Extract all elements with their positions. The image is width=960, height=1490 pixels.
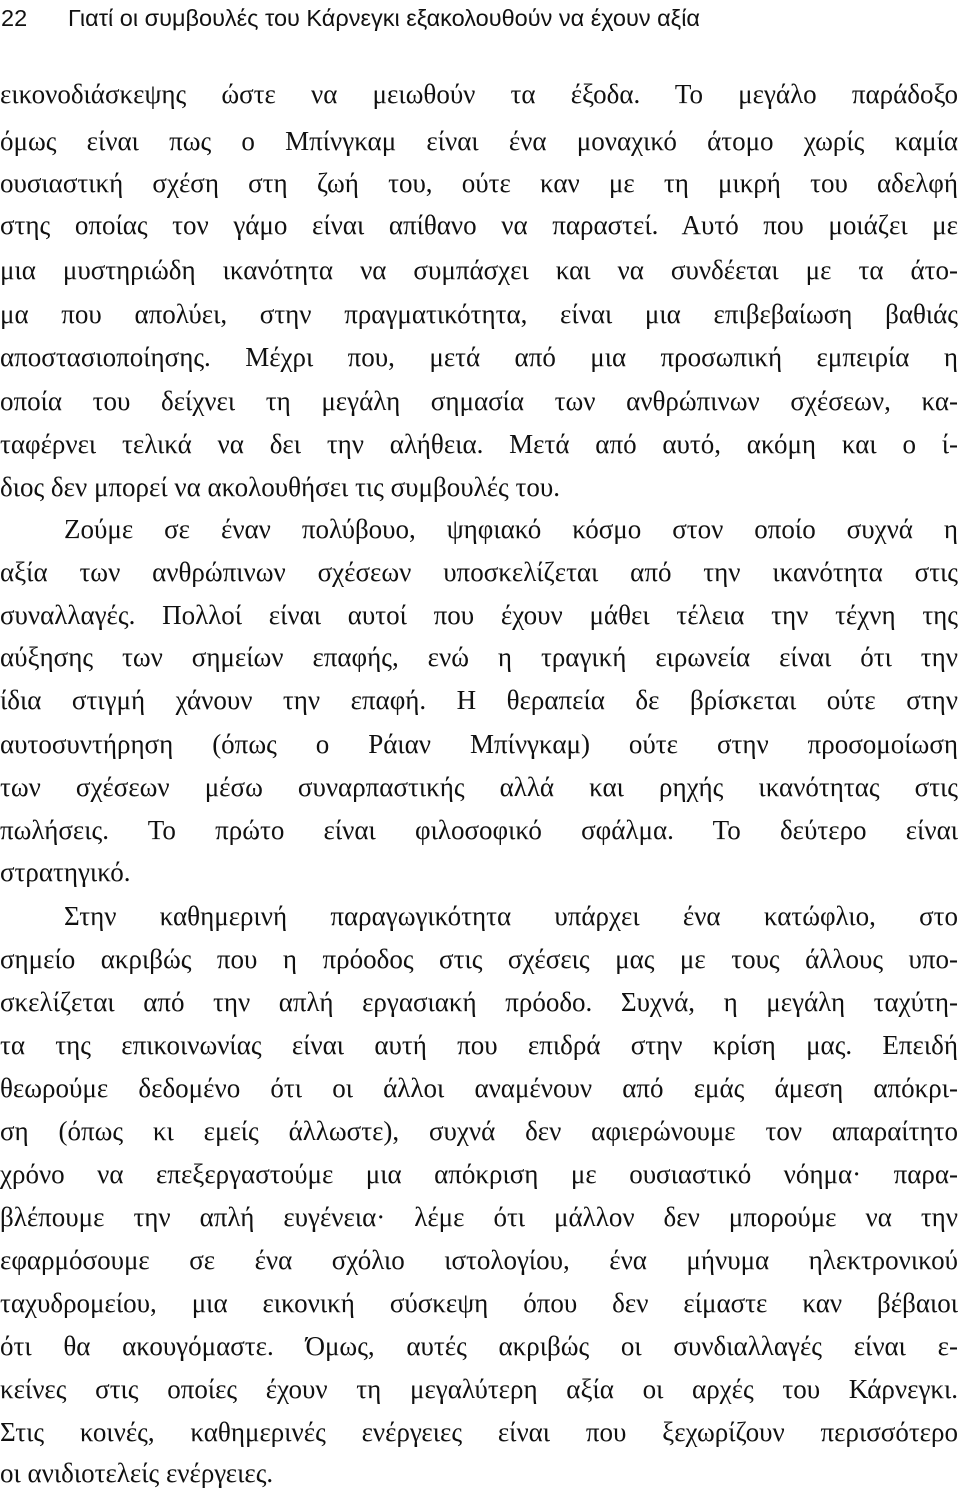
text-line: οι ανιδιοτελείς ενέργειες. [0,1458,274,1488]
text-line: κείνες στις οποίες έχουν τη μεγαλύτερη αξία οι αρχές του Κάρνεγκι. [0,1374,958,1404]
text-line: Στις κοινές, καθημερινές ενέργειες είναι που ξεχωρίζουν περισσότερο [0,1417,958,1447]
text-line: αυτοσυντήρηση (όπως ο Ράιαν Μπίνγκαμ) ούτε στην προσομοίωση [0,729,958,759]
running-title: Γιατί οι συμβουλές του Κάρνεγκι εξακολουθούν να έχουν αξία [68,5,701,31]
text-line: ότι θα ακουγόμαστε. Όμως, αυτές ακριβώς οι συνδιαλλαγές είναι ε- [0,1331,958,1361]
text-line: εφαρμόσουμε σε ένα σχόλιο ιστολογίου, ένα μήνυμα ηλεκτρονικού [0,1245,958,1275]
text-line: τα της επικοινωνίας είναι αυτή που επιδρά στην κρίση μας. Επειδή [0,1030,958,1060]
text-line: ταφέρνει τελικά να δει την αλήθεια. Μετά από αυτό, ακόμη και ο ί- [0,429,958,459]
text-line: οποία του δείχνει τη μεγάλη σημασία των ανθρώπινων σχέσεων, κα- [0,386,958,416]
text-line: ση (όπως κι εμείς άλλωστε), συχνά δεν αφιερώνουμε τον απαραίτητο [0,1116,958,1146]
text-line: στρατηγικό. [0,857,131,887]
text-line: ίδια στιγμή χάνουν την επαφή. Η θεραπεία δε βρίσκεται ούτε στην [0,685,958,715]
text-line: ταχυδρομείου, μια εικονική σύσκεψη όπου δεν είμαστε καν βέβαιοι [0,1288,958,1318]
text-line: βλέπουμε την απλή ευγένεια· λέμε ότι μάλλον δεν μπορούμε να την [0,1202,958,1232]
text-line: σημείο ακριβώς που η πρόοδος στις σχέσεις μας με τους άλλους υπο- [0,944,958,974]
text-line: χρόνο να επεξεργαστούμε μια απόκριση με ουσιαστικό νόημα· παρα- [0,1159,958,1189]
text-line: σκελίζεται από την απλή εργασιακή πρόοδο. Συχνά, η μεγάλη ταχύτη- [0,987,958,1017]
text-line: στης οποίας τον γάμο είναι απίθανο να παραστεί. Αυτό που μοιάζει με [0,210,958,240]
page-header [0,0,960,40]
text-line: μα που απολύει, στην πραγματικότητα, είναι μια επιβεβαίωση βαθιάς [0,299,958,329]
text-line: πωλήσεις. Το πρώτο είναι φιλοσοφικό σφάλμα. Το δεύτερο είναι [0,815,958,845]
page-number: 22 [1,5,28,31]
text-line: των σχέσεων μέσω συναρπαστικής αλλά και ρηχής ικανότητας στις [0,772,958,802]
text-line: αποστασιοποίησης. Μέχρι που, μετά από μια προσωπική εμπειρία η [0,342,958,372]
text-line: εικονοδιάσκεψης ώστε να μειωθούν τα έξοδα. Το μεγάλο παράδοξο [0,79,958,109]
text-line: θεωρούμε δεδομένο ότι οι άλλοι αναμένουν από εμάς άμεση απόκρι- [0,1073,958,1103]
text-line: συναλλαγές. Πολλοί είναι αυτοί που έχουν μάθει τέλεια την τέχνη της [0,600,958,630]
text-line: μια μυστηριώδη ικανότητα να συμπάσχει και να συνδέεται με τα άτο- [0,255,958,285]
text-line: αξία των ανθρώπινων σχέσεων υποσκελίζεται από την ικανότητα στις [0,557,958,587]
text-line: διος δεν μπορεί να ακολουθήσει τις συμβουλές του. [0,472,560,502]
text-line: ουσιαστική σχέση στη ζωή του, ούτε καν με τη μικρή του αδελφή [0,168,958,198]
text-line: Ζούμε σε έναν πολύβουο, ψηφιακό κόσμο στον οποίο συχνά η [64,514,958,544]
text-line: όμως είναι πως ο Μπίνγκαμ είναι ένα μοναχικό άτομο χωρίς καμία [0,126,958,156]
text-line: αύξησης των σημείων επαφής, ενώ η τραγική ειρωνεία είναι ότι την [0,642,958,672]
text-line: Στην καθημερινή παραγωγικότητα υπάρχει ένα κατώφλιο, στο [64,901,958,931]
